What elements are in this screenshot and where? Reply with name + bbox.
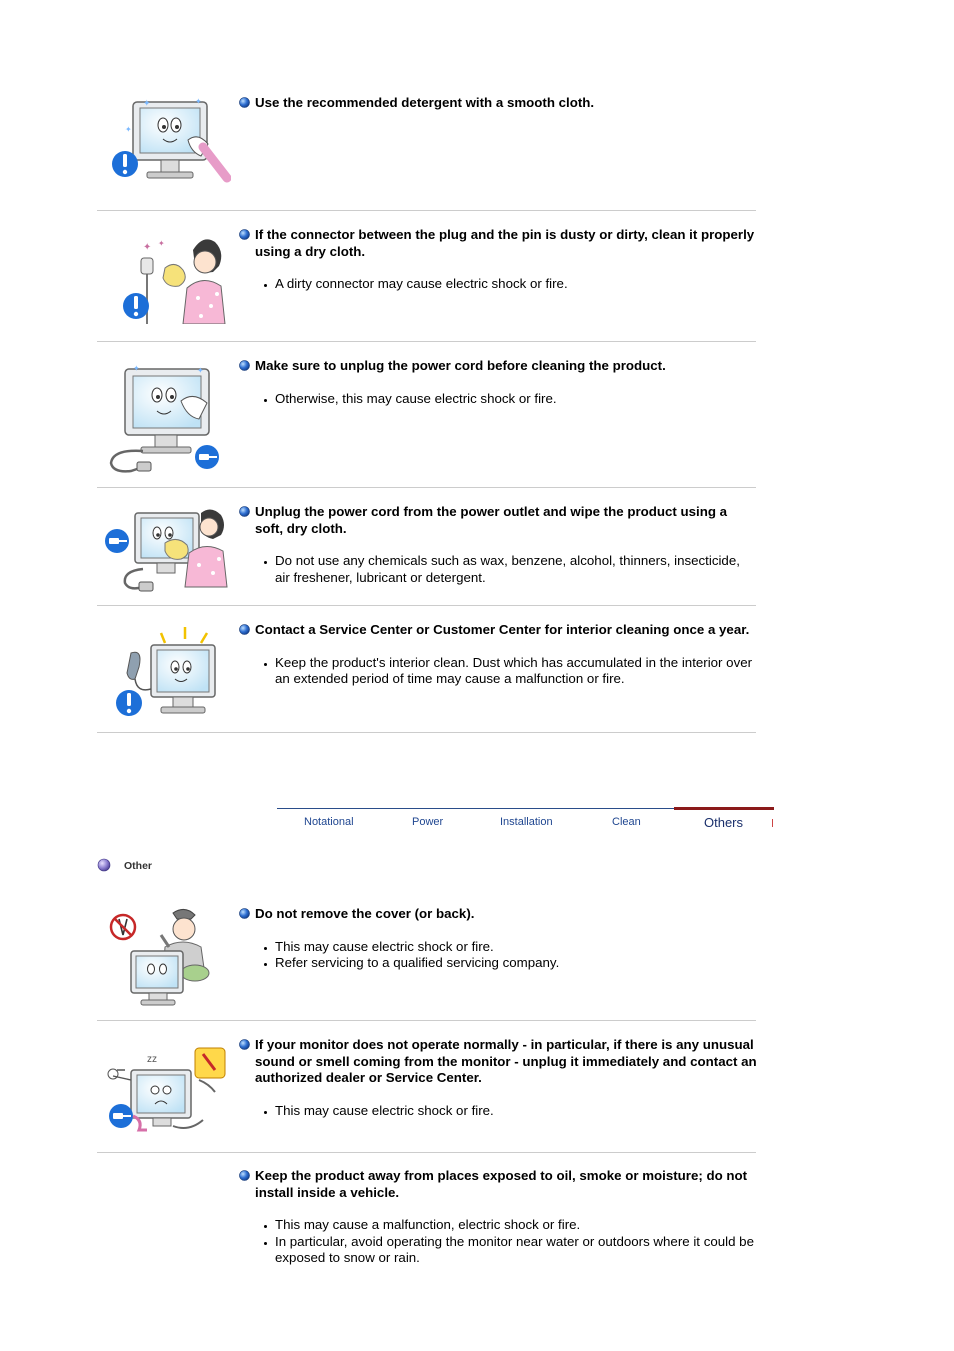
section-divider <box>97 1152 756 1153</box>
section-divider <box>97 210 756 211</box>
info-bullet-icon <box>239 624 250 635</box>
info-bullet-icon <box>239 1170 250 1181</box>
bullet-list <box>239 1217 757 1267</box>
list-item: In particular, avoid operating the monitor near water or outdoors where it could be exposed to snow or rain. <box>275 1234 757 1267</box>
list-item: This may cause electric shock or fire. <box>275 1103 757 1120</box>
info-bullet-icon <box>239 360 250 371</box>
bullet-list <box>239 553 757 586</box>
section-divider <box>97 1020 756 1021</box>
info-bullet-icon <box>239 506 250 517</box>
section-text <box>239 906 757 972</box>
abnormal-monitor-illustration <box>103 1040 231 1140</box>
list-item: A dirty connector may cause electric shock or fire. <box>275 276 757 293</box>
no-disassembly-illustration <box>103 907 231 1007</box>
cleaning-monitor-illustration <box>103 92 231 188</box>
section-heading: Do not remove the cover (or back). <box>239 906 757 923</box>
list-item: Keep the product's interior clean. Dust which has accumulated in the interior over an extended period of time may cause a malfunction or fire. <box>275 655 757 688</box>
section-text <box>239 1037 757 1119</box>
svg-text:✦: ✦ <box>195 97 202 106</box>
list-item: This may cause electric shock or fire. <box>275 939 757 956</box>
bullet-list <box>239 939 757 972</box>
tab-others[interactable]: Others <box>704 815 744 830</box>
section-heading: Use the recommended detergent with a smooth cloth. <box>239 95 757 112</box>
svg-text:zz: zz <box>147 1054 157 1065</box>
bullet-list <box>239 655 757 688</box>
section-heading: Unplug the power cord from the power outlet and wipe the product using a soft, dry cloth. <box>239 504 757 537</box>
section-text <box>239 1168 757 1267</box>
section-heading: Contact a Service Center or Customer Center for interior cleaning once a year. <box>239 622 757 639</box>
section-text <box>239 358 757 407</box>
section-heading: Make sure to unplug the power cord before cleaning the product. <box>239 358 757 375</box>
section-divider <box>97 487 756 488</box>
svg-text:✦: ✦ <box>133 364 140 373</box>
tab-bar-end-mark <box>772 819 773 827</box>
list-item: Refer servicing to a qualified servicing company. <box>275 955 757 972</box>
tab-bar-underline <box>277 808 674 809</box>
list-item: Otherwise, this may cause electric shock or fire. <box>275 391 757 408</box>
info-bullet-icon <box>239 1039 250 1050</box>
safety-section-no-cover-removal <box>97 903 756 1020</box>
tab-power[interactable]: Power <box>412 816 444 828</box>
bullet-list <box>239 1103 757 1120</box>
cleaning-plug-illustration <box>103 232 231 324</box>
svg-text:✦: ✦ <box>158 239 165 248</box>
section-text <box>239 227 757 293</box>
list-item: This may cause a malfunction, electric shock or fire. <box>275 1217 757 1234</box>
section-heading: If your monitor does not operate normally - in particular, if there is any unusual sound or smell coming from the monitor - unplug it immediately and contact an authorized dealer or Service Center. <box>239 1037 757 1087</box>
safety-section-detergent <box>97 92 756 210</box>
tab-installation[interactable]: Installation <box>500 816 553 828</box>
tab-notational[interactable]: Notational <box>304 816 354 828</box>
svg-text:✦: ✦ <box>125 125 132 134</box>
safety-section-unplug-before-cleaning <box>97 355 756 487</box>
bullet-list <box>239 391 757 408</box>
section-heading: Keep the product away from places exposed to oil, smoke or moisture; do not install inside a vehicle. <box>239 1168 757 1201</box>
svg-text:✦: ✦ <box>143 242 152 253</box>
tab-clean[interactable]: Clean <box>612 816 641 828</box>
section-divider <box>97 732 756 733</box>
section-tab-bar <box>277 807 774 833</box>
svg-text:✦: ✦ <box>197 366 204 375</box>
wipe-product-illustration <box>103 507 231 597</box>
svg-text:✦: ✦ <box>143 98 151 108</box>
active-tab-indicator <box>674 807 774 810</box>
service-call-illustration <box>103 623 231 723</box>
section-text <box>239 95 757 112</box>
info-bullet-icon <box>239 229 250 240</box>
info-bullet-icon <box>239 97 250 108</box>
category-label-text: Other <box>124 860 153 872</box>
info-bullet-icon <box>239 908 250 919</box>
category-bullet-icon <box>97 858 111 872</box>
section-divider <box>97 341 756 342</box>
section-text <box>239 504 757 586</box>
safety-section-connector <box>97 224 756 341</box>
bullet-list <box>239 276 757 293</box>
safety-section-abnormal-operation <box>97 1034 756 1152</box>
safety-section-oil-smoke-moisture <box>97 1165 756 1285</box>
safety-section-wipe-dry-cloth <box>97 501 756 605</box>
list-item: Do not use any chemicals such as wax, benzene, alcohol, thinners, insecticide, air freshener, lubricant or detergent. <box>275 553 757 586</box>
section-divider <box>97 605 756 606</box>
section-heading: If the connector between the plug and the pin is dusty or dirty, clean it properly using a dry cloth. <box>239 227 757 260</box>
safety-section-interior-cleaning <box>97 619 756 732</box>
unplug-cleaning-illustration <box>103 359 231 477</box>
section-text <box>239 622 757 688</box>
